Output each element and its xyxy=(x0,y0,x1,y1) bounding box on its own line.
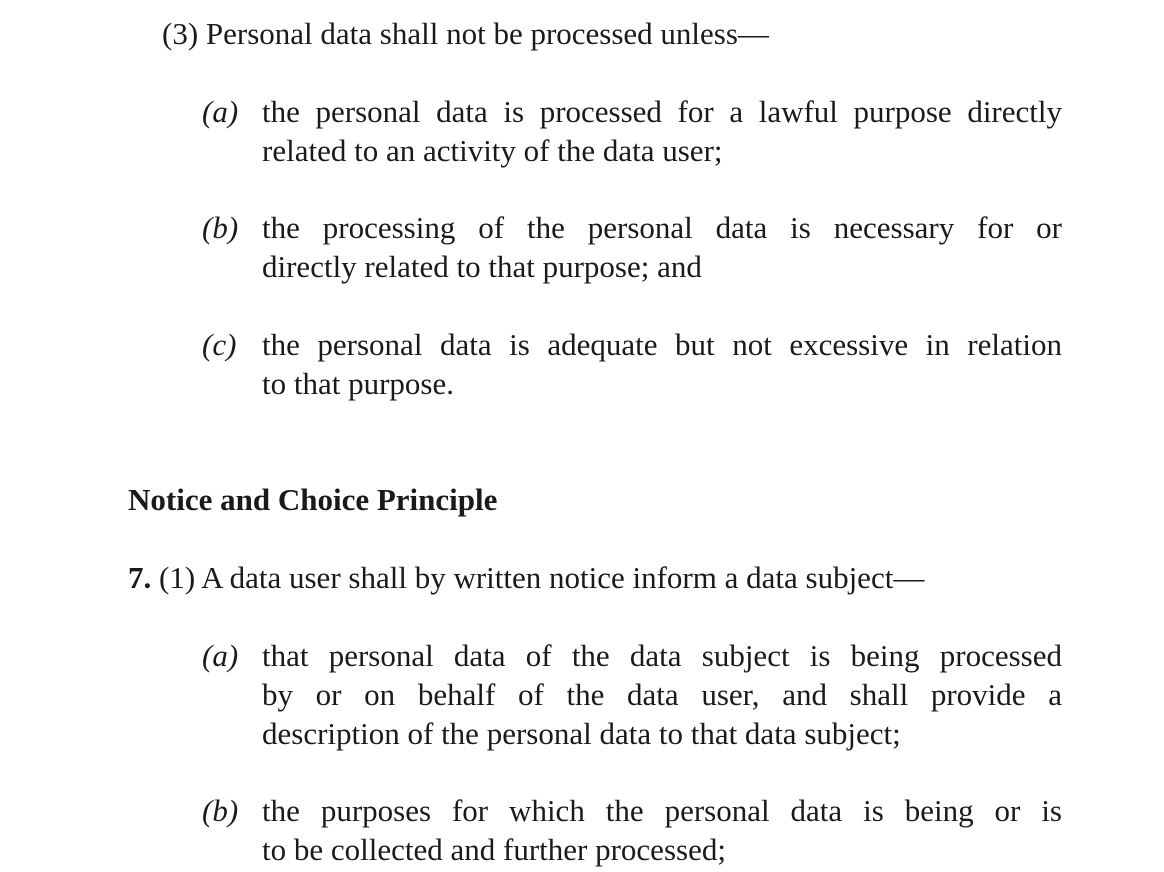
item-b-line-1: the processing of the personal data is necessary for or xyxy=(262,210,1062,245)
section-7-intro: (1) A data user shall by written notice inform a data subject— xyxy=(159,560,925,595)
item-label-a: (a) xyxy=(202,94,239,129)
s7-item-a-line-2: by or on behalf of the data user, and shall provide a xyxy=(262,677,1062,712)
s7-item-label-a: (a) xyxy=(202,638,239,673)
item-label-b: (b) xyxy=(202,210,239,245)
item-label-c: (c) xyxy=(202,327,237,362)
item-b-line-2: directly related to that purpose; and xyxy=(262,249,702,284)
s7-item-b-line-2: to be collected and further processed; xyxy=(262,832,726,867)
s7-item-label-b: (b) xyxy=(202,793,239,828)
item-c-line-2: to that purpose. xyxy=(262,366,454,401)
item-a-line-1: the personal data is processed for a lawful purpose directly xyxy=(262,94,1062,129)
section-7-intro-line xyxy=(128,558,924,597)
section-heading: Notice and Choice Principle xyxy=(128,482,498,517)
subsection-3-intro: (3) Personal data shall not be processed unless— xyxy=(162,16,769,51)
s7-item-a-line-3: description of the personal data to that data subject; xyxy=(262,716,901,751)
section-number: 7. xyxy=(128,560,152,595)
s7-item-b-line-1: the purposes for which the personal data is being or is xyxy=(262,793,1062,828)
s7-item-a-line-1: that personal data of the data subject is being processed xyxy=(262,638,1062,673)
item-a-line-2: related to an activity of the data user; xyxy=(262,133,723,168)
item-c-line-1: the personal data is adequate but not excessive in relation xyxy=(262,327,1062,362)
